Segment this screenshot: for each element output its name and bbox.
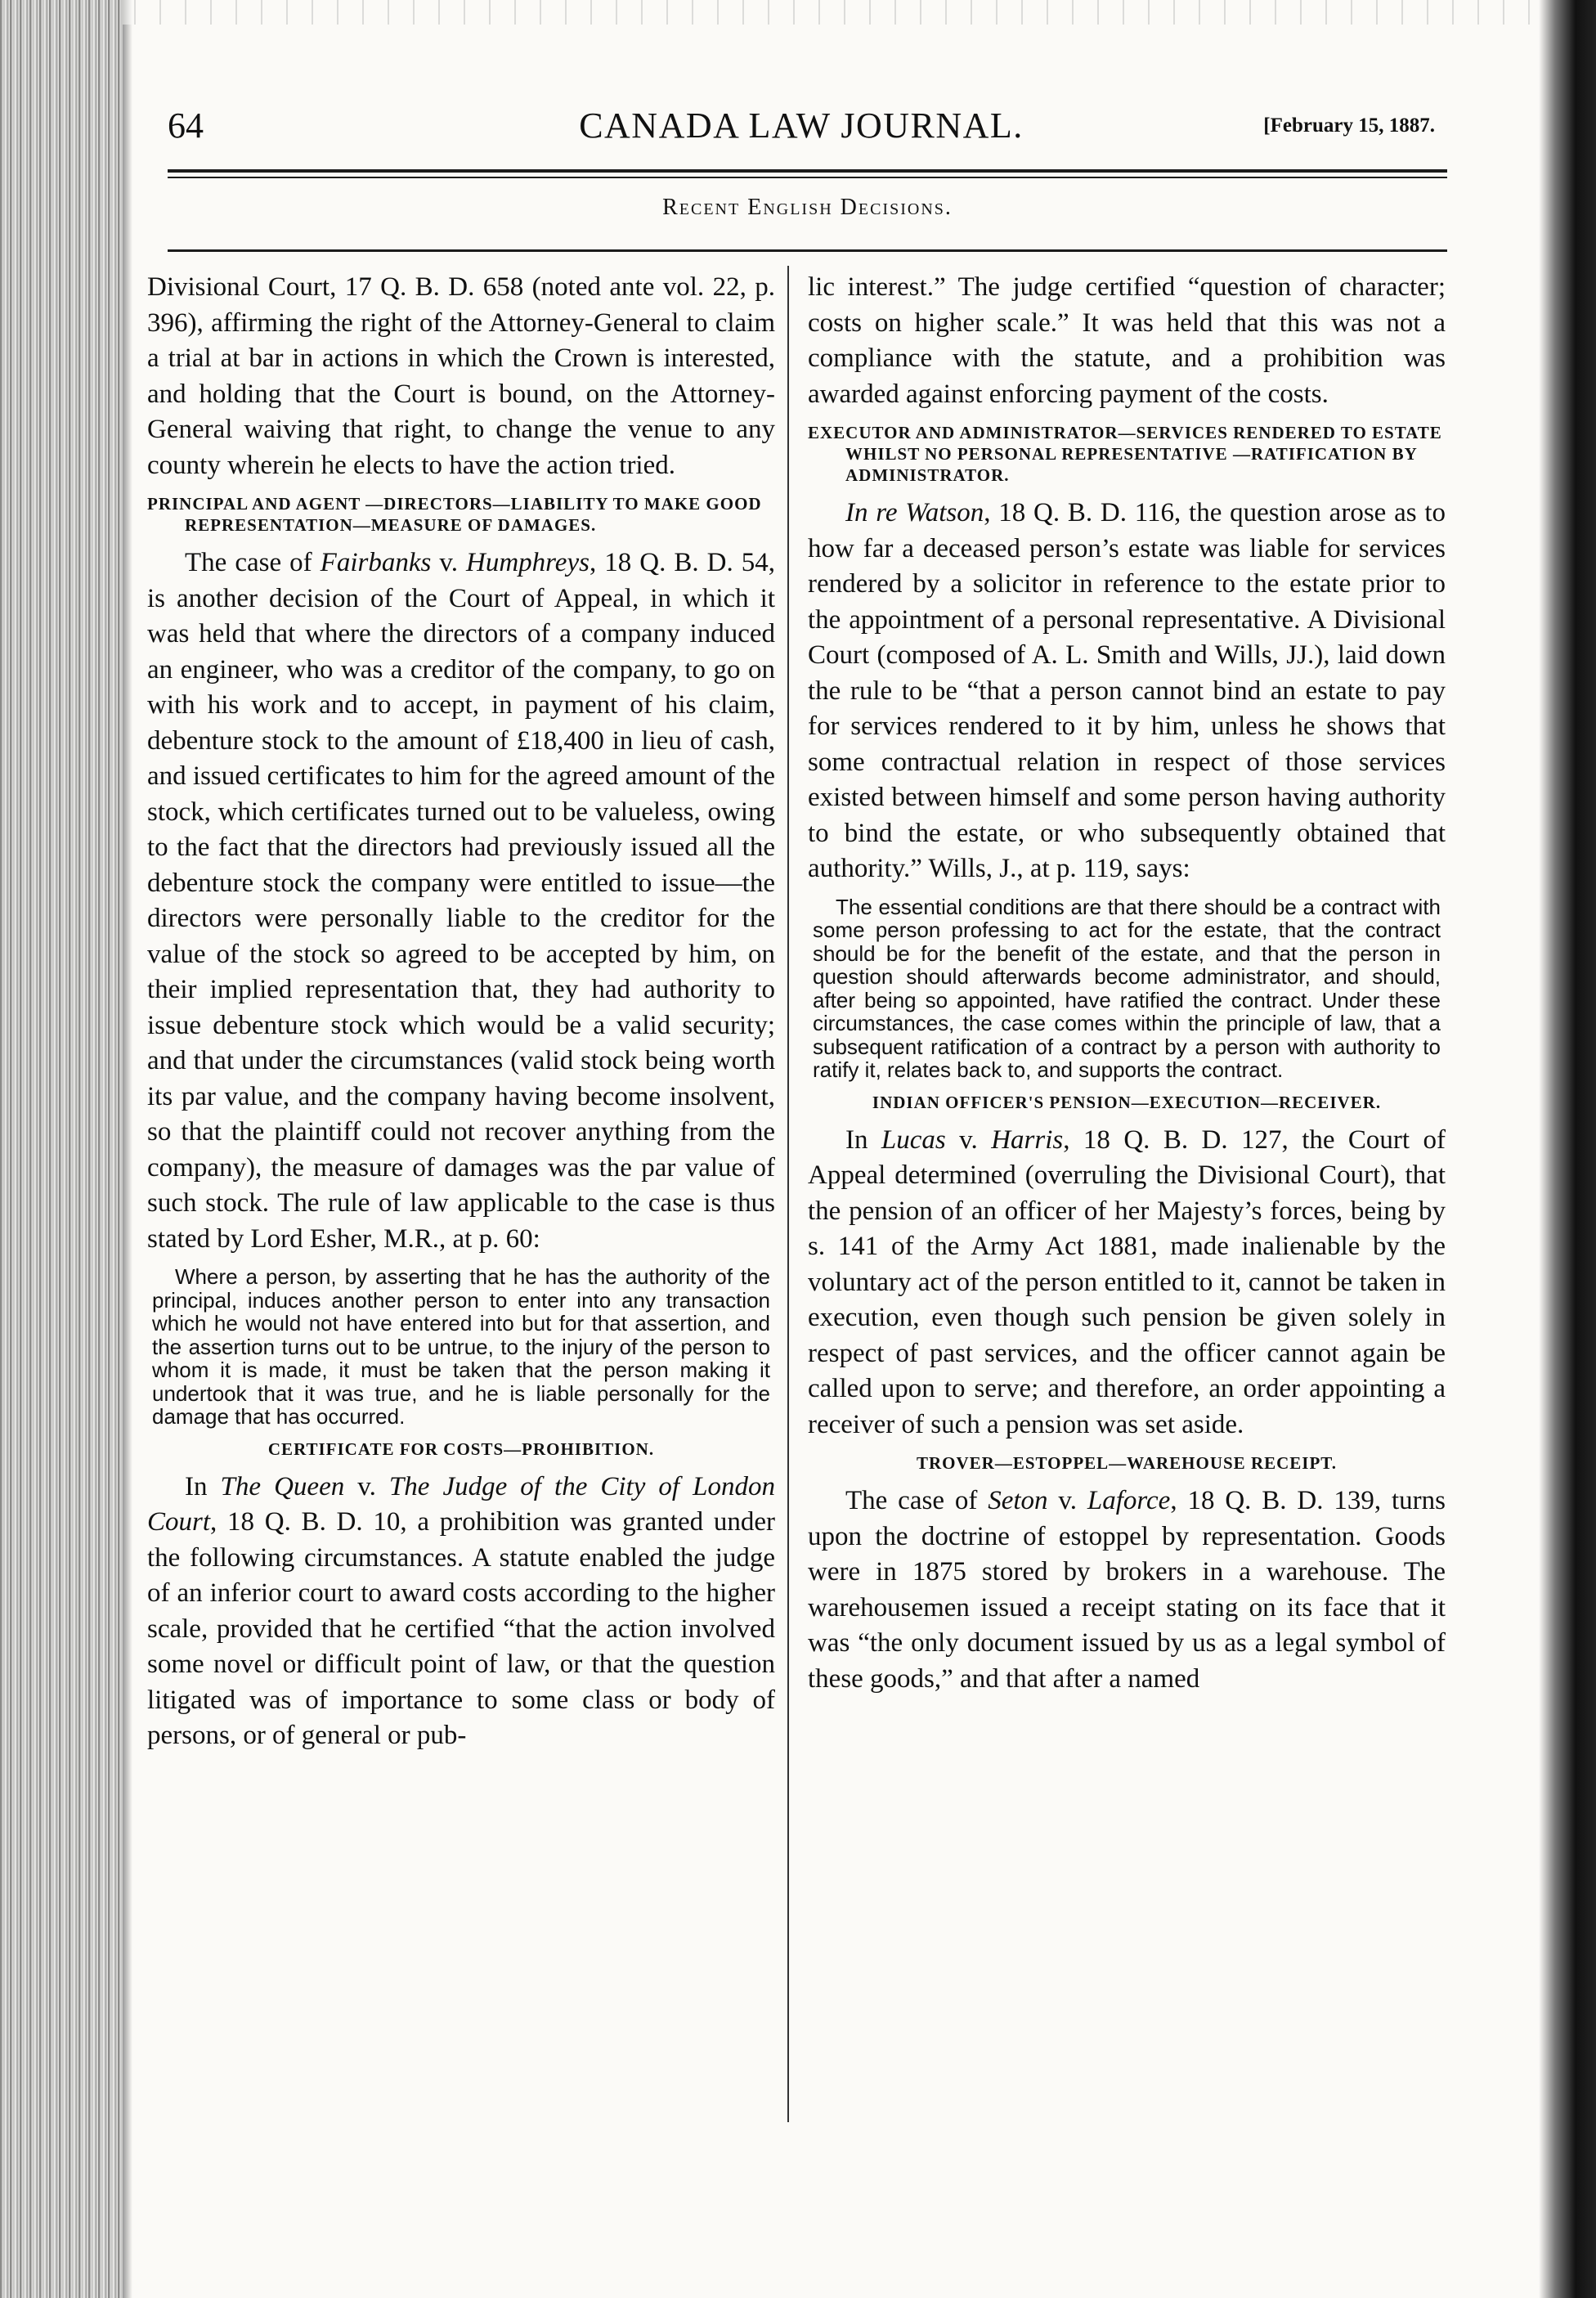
left-heading-1: PRINCIPAL AND AGENT —DIRECTORS—LIABILITY TO MAKE GOOD REPRESENTATION—MEASURE OF DAMAGES. — [147, 494, 762, 535]
journal-title: CANADA LAW JOURNAL. — [579, 105, 1024, 146]
case-name-queen: The Queen — [220, 1471, 345, 1501]
case-name-re-watson: In re Watson — [845, 498, 984, 527]
left-paragraph-2: The case of Fairbanks v. Humphreys, 18 Q. B. D. 54, is another decision of the Court of Appeal, in which it was held that where the directors of a company induced an engineer, who was a creditor of the company, to go on with his work and to accept, in payment of his claim, debenture stock to the amount of £18,400 in lieu of cash, and issued certificates to him for the agreed amount of the stock, which certificates turned out to be valueless, owing to the fact that the directors had previously issued all the debenture stock the company were entitled to issue—the directors were personally liable to the creditor for the value of the stock so agreed to be accepted by him, on their implied representation that, they had authority to issue debenture stock which would be a valid security; and that under the circumstances (valid stock being worth its par value, and the company having become insolvent, so that the plaintiff could not recover anything from the company), the measure of damages was the par value of such stock. The rule of law applicable to the case is thus stated by Lord Esher, M.R., at p. 60: — [147, 548, 776, 1254]
right-paragraph-3: In Lucas v. Harris, 18 Q. B. D. 127, the Court of Appeal determined (overruling the Divisional Court), that the pension of an officer of her Majesty’s forces, being by s. 141 of the Army Act 1881, made inalienable by the voluntary act of the person entitled to it, cannot be taken in execution, even though such pension be given solely in respect of past services, and the officer cannot again be called upon to serve; and therefore, an order appointing a receiver of such a pension was set aside. — [808, 1124, 1446, 1439]
right-paragraph-4: The case of Seton v. Laforce, 18 Q. B. D. 139, turns upon the doctrine of estoppel by representation. Goods were in 1875 stored by brokers in a warehouse. The warehousemen issued a receipt stating on its face that it was “the only document issued by us as a legal symbol of these goods,” and that after a named — [808, 1486, 1446, 1694]
header-rule-thin — [168, 177, 1447, 178]
page-number: 64 — [168, 105, 204, 146]
left-paragraph-1: Divisional Court, 17 Q. B. D. 658 (noted ante vol. 22, p. 396), affirming the right of the Attorney-General to claim a trial at bar in actions in which the Crown is interested, and holding that the Court is bound, on the Attorney-General waiving that right, to change the venue to any county wherein he elects to have the action tried. — [147, 272, 775, 480]
issue-date: [February 15, 1887. — [1263, 114, 1435, 137]
left-quotation: Where a person, by asserting that he has the authority of the principal, induces another person to enter into any transaction which he would not have entered into but for that assertion, and the assertion turns out to be untrue, to the injury of the person to whom it is made, it must be taken that the person making it undertook that it was true, and he is liable personally for the damage that has occurred. — [152, 1264, 770, 1429]
header-rule-thick — [168, 169, 1447, 173]
column-divider — [787, 266, 789, 2122]
right-paragraph-2: In re Watson, 18 Q. B. D. 116, the question arose as to how far a deceased person’s estate was liable for services rendered by a solicitor in reference to the estate prior to the appointment of a personal representative. A Divisional Court (composed of A. L. Smith and Wills, JJ.), laid down the rule to be “that a person cannot bind an estate to pay for services rendered to it by him, unless he shows that some contractual relation in respect of those services existed between himself and some person having authority to bind the estate, or who subsequently obtained that authority.” Wills, J., at p. 119, says: — [808, 498, 1446, 883]
section-rule — [168, 249, 1447, 252]
right-heading-3: TROVER—ESTOPPEL—WAREHOUSE RECEIPT. — [917, 1453, 1337, 1473]
right-heading-2: INDIAN OFFICER'S PENSION—EXECUTION—RECEIVER. — [872, 1092, 1382, 1112]
right-column — [808, 270, 1446, 1702]
left-paragraph-3: In The Queen v. The Judge of the City of London Court, 18 Q. B. D. 10, a prohibition was granted under the following circumstances. A statute enabled the judge of an inferior court to award costs according to the higher scale, provided that he certified “that the action involved some novel or difficult point of law, or that the question litigated was of importance to some class or body of persons, or of general or pub- — [147, 1471, 775, 1750]
section-title: Recent English Decisions. — [662, 195, 953, 220]
left-column — [147, 270, 775, 1759]
case-name-humphreys: Humphreys — [466, 548, 590, 577]
right-heading-1: EXECUTOR AND ADMINISTRATOR—SERVICES RENDERED TO ESTATE WHILST NO PERSONAL REPRESENTATIVE —RATIFICATION BY ADMINISTRATOR. — [808, 423, 1442, 485]
left-heading-2: CERTIFICATE FOR COSTS—PROHIBITION. — [267, 1438, 655, 1459]
case-name-laforce: Laforce — [1087, 1486, 1171, 1515]
case-name-judge-city-london: The Judge of the City of London Court — [147, 1471, 775, 1537]
case-name-harris: Harris — [991, 1124, 1064, 1155]
case-name-seton: Seton — [988, 1486, 1048, 1515]
running-head — [168, 105, 1435, 154]
right-paragraph-1: lic interest.” The judge certified “question of character; costs on higher scale.” It was held that this was not a compliance with the statute, and a prohibition was awarded against enforcing payment of the costs. — [808, 272, 1446, 409]
right-quotation: The essential conditions are that there should be a contract with some person professing to act for the estate, that the contract should be for the benefit of the estate, and that the person in question should afterwards become administrator, and should, after being so appointed, have ratified the contract. Under these circumstances, the case comes within the principle of law, that a subsequent ratification of a contract by a person with authority to ratify it, relates back to, and supports the contract. — [813, 894, 1441, 1082]
case-name-fairbanks: Fairbanks — [320, 548, 432, 577]
case-name-lucas: Lucas — [881, 1124, 946, 1155]
